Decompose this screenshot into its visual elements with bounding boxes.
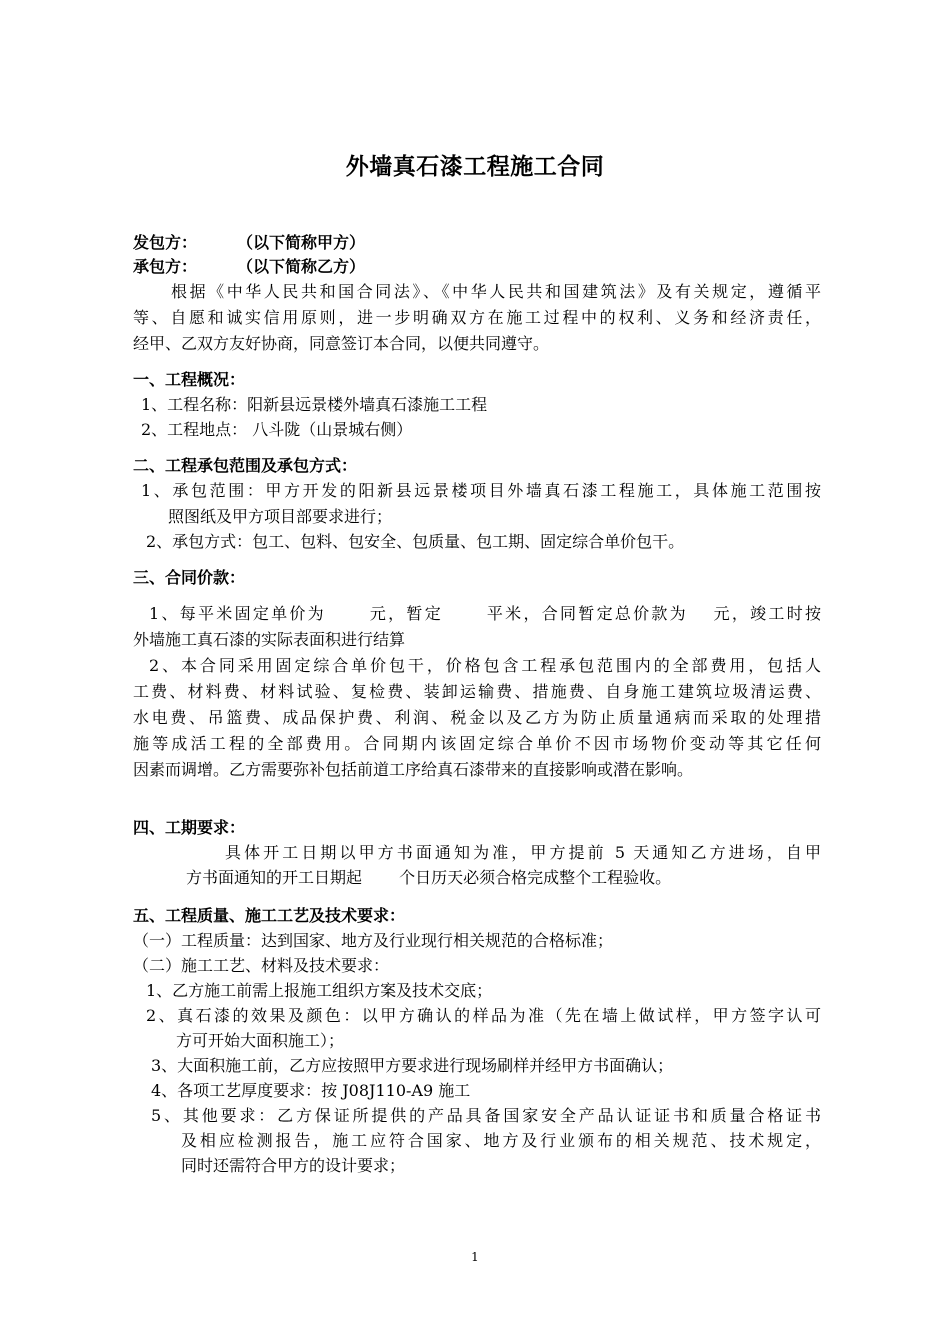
section-heading: 三、合同价款： (133, 568, 246, 587)
list-item: 方书面通知的开工日期起 个日历天必须合格完成整个工程验收。 (186, 868, 672, 887)
list-item: 2、本合同采用固定综合单价包干，价格包含工程承包范围内的全部费用，包括人 (149, 656, 821, 675)
contractor-label: 承包方： (133, 257, 198, 276)
section-heading: 二、工程承包范围及承包方式： (133, 456, 358, 475)
list-item: 照图纸及甲方项目部要求进行； (168, 507, 393, 526)
list-item: （二）施工工艺、材料及技术要求： (133, 956, 390, 975)
list-item: 3、大面积施工前，乙方应按照甲方要求进行现场刷样并经甲方书面确认； (151, 1056, 674, 1075)
preamble-line: 根据《中华人民共和国合同法》、《中华人民共和国建筑法》及有关规定，遵循平 (171, 282, 821, 301)
list-item: 2、真石漆的效果及颜色：以甲方确认的样品为准（先在墙上做试样，甲方签字认可 (146, 1006, 821, 1025)
list-item: 4、各项工艺厚度要求：按 J08J110-A9 施工 (151, 1081, 471, 1100)
list-item: 同时还需符合甲方的设计要求； (181, 1156, 406, 1175)
list-item: 1、乙方施工前需上报施工组织方案及技术交底； (146, 981, 493, 1000)
list-item: （一）工程质量：达到国家、地方及行业现行相关规范的合格标准； (133, 931, 614, 950)
contractor-line (133, 257, 365, 277)
page-number: 1 (471, 1250, 479, 1264)
list-item: 具体开工日期以甲方书面通知为准，甲方提前 5 天通知乙方进场，自甲 (225, 843, 821, 862)
list-item: 水电费、吊篮费、成品保护费、利润、税金以及乙方为防止质量通病而采取的处理措 (133, 708, 821, 727)
list-item: 2、工程地点： 八斗陇（山景城右侧） (141, 420, 413, 439)
list-item: 因素而调增。乙方需要弥补包括前道工序给真石漆带来的直接影响或潜在影响。 (133, 760, 694, 779)
employer-note: （以下简称甲方） (237, 233, 366, 252)
list-item: 及相应检测报告，施工应符合国家、地方及行业颁布的相关规范、技术规定， (181, 1131, 821, 1150)
list-item: 施等成活工程的全部费用。合同期内该固定综合单价不因市场物价变动等其它任何 (133, 734, 821, 753)
page-title: 外墙真石漆工程施工合同 (345, 154, 605, 180)
list-item: 2、承包方式：包工、包料、包安全、包质量、包工期、固定综合单价包干。 (146, 532, 685, 551)
employer-label: 发包方： (133, 233, 198, 252)
section-heading: 四、工期要求： (133, 818, 246, 837)
list-item: 1、每平米固定单价为 元，暂定 平米，合同暂定总价款为 元，竣工时按 (149, 604, 821, 623)
employer-line (133, 233, 365, 253)
section-heading: 五、工程质量、施工工艺及技术要求： (133, 906, 406, 925)
preamble-line: 等、自愿和诚实信用原则，进一步明确双方在施工过程中的权利、义务和经济责任， (133, 308, 821, 327)
list-item: 1、承包范围：甲方开发的阳新县远景楼项目外墙真石漆工程施工，具体施工范围按 (141, 481, 821, 500)
list-item: 外墙施工真石漆的实际表面积进行结算 (133, 630, 406, 649)
contractor-note: （以下简称乙方） (237, 257, 366, 276)
list-item: 1、工程名称：阳新县远景楼外墙真石漆施工工程 (141, 395, 488, 414)
list-item: 方可开始大面积施工）； (176, 1031, 345, 1050)
list-item: 5、其他要求：乙方保证所提供的产品具备国家安全产品认证证书和质量合格证书 (151, 1106, 821, 1125)
list-item: 工费、材料费、材料试验、复检费、装卸运输费、措施费、自身施工建筑垃圾清运费、 (133, 682, 821, 701)
section-heading: 一、工程概况： (133, 370, 246, 389)
preamble-line: 经甲、乙双方友好协商，同意签订本合同，以便共同遵守。 (133, 334, 550, 353)
